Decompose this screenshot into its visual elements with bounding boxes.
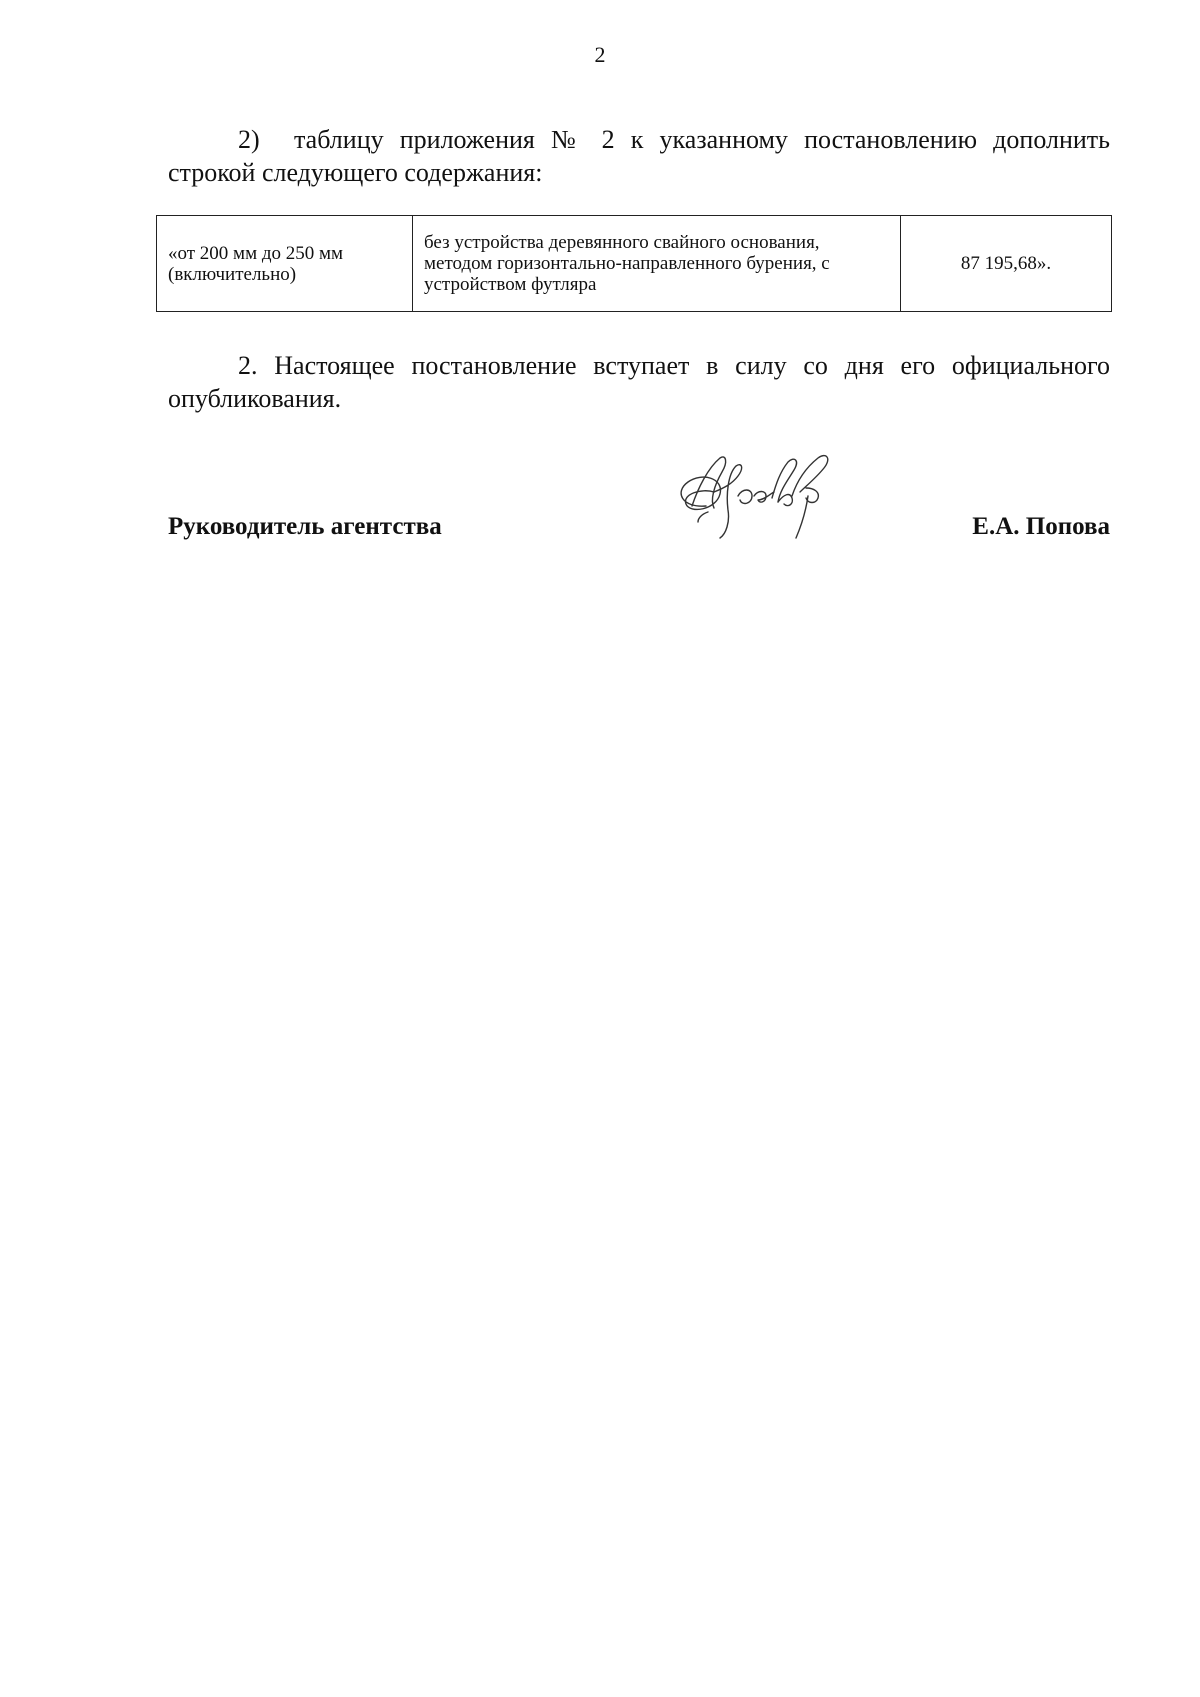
signer-title: Руководитель агентства xyxy=(168,513,442,540)
handwritten-signature xyxy=(668,448,858,548)
item-number: 2) xyxy=(238,125,260,154)
signer-name: Е.А. Попова xyxy=(972,513,1110,540)
item-paragraph xyxy=(168,123,1110,189)
table-cell-diameter: «от 200 мм до 250 мм (включительно) xyxy=(157,216,413,312)
page-number: 2 xyxy=(594,42,606,67)
table-cell-value: 87 195,68». xyxy=(901,216,1112,312)
table-row xyxy=(157,216,1112,312)
table-cell-method: без устройства деревянного свайного основания, методом горизонтально-направленного бурения, с устройством футляра xyxy=(413,216,901,312)
effect-text: 2. Настоящее постановление вступает в силу со дня его официального опубликования. xyxy=(168,351,1110,413)
amendment-table xyxy=(156,215,1112,312)
effect-paragraph xyxy=(168,349,1110,415)
item-text: таблицу приложения № 2 к указанному постановлению дополнить строкой следующего содержания: xyxy=(168,125,1110,187)
